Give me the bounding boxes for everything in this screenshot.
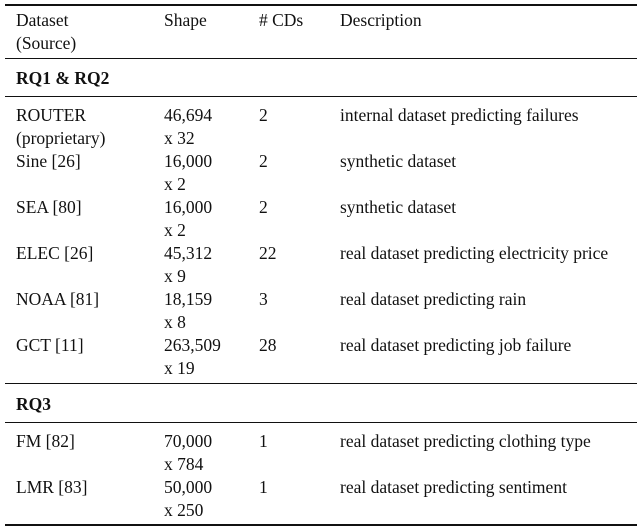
cell-cds: 22 (259, 243, 277, 263)
cell-cds: 2 (259, 105, 268, 125)
section-rule (5, 383, 637, 384)
cell-description: real dataset predicting electricity price (340, 243, 609, 263)
cell-shape: 46,694 x 32 (164, 105, 213, 148)
section-rule (5, 96, 637, 97)
cell-cds: 2 (259, 151, 268, 171)
section-title-rq1-rq2: RQ1 & RQ2 (16, 68, 110, 88)
header-description: Description (340, 10, 422, 30)
cell-shape: 45,312 x 9 (164, 243, 213, 286)
cell-shape: 16,000 x 2 (164, 151, 213, 194)
header-shape: Shape (164, 10, 207, 30)
cell-cds: 1 (259, 477, 268, 497)
cell-description: synthetic dataset (340, 151, 457, 171)
cell-cds: 28 (259, 335, 277, 355)
header-cds: # CDs (259, 10, 304, 30)
cell-dataset: GCT [11] (16, 335, 84, 355)
cell-description: real dataset predicting sentiment (340, 477, 567, 497)
cell-shape: 50,000 x 250 (164, 477, 213, 520)
cell-dataset: Sine [26] (16, 151, 81, 171)
cell-shape: 263,509 x 19 (164, 335, 221, 378)
cell-description: synthetic dataset (340, 197, 457, 217)
top-rule (5, 4, 637, 6)
header-rule (5, 58, 637, 59)
cell-cds: 2 (259, 197, 268, 217)
cell-description: real dataset predicting rain (340, 289, 527, 309)
cell-description: internal dataset predicting failures (340, 105, 579, 125)
cell-shape: 16,000 x 2 (164, 197, 213, 240)
header-dataset: Dataset (Source) (16, 10, 77, 53)
cell-description: real dataset predicting clothing type (340, 431, 591, 451)
section-title-rq3: RQ3 (16, 394, 51, 414)
cell-dataset: LMR [83] (16, 477, 88, 497)
cell-cds: 1 (259, 431, 268, 451)
cell-dataset: ELEC [26] (16, 243, 94, 263)
cell-cds: 3 (259, 289, 268, 309)
section-rule (5, 422, 637, 423)
cell-shape: 70,000 x 784 (164, 431, 213, 474)
cell-dataset: ROUTER (proprietary) (16, 105, 106, 148)
cell-shape: 18,159 x 8 (164, 289, 213, 332)
cell-dataset: SEA [80] (16, 197, 82, 217)
bottom-rule (5, 524, 637, 526)
cell-dataset: NOAA [81] (16, 289, 100, 309)
cell-dataset: FM [82] (16, 431, 75, 451)
cell-description: real dataset predicting job failure (340, 335, 572, 355)
